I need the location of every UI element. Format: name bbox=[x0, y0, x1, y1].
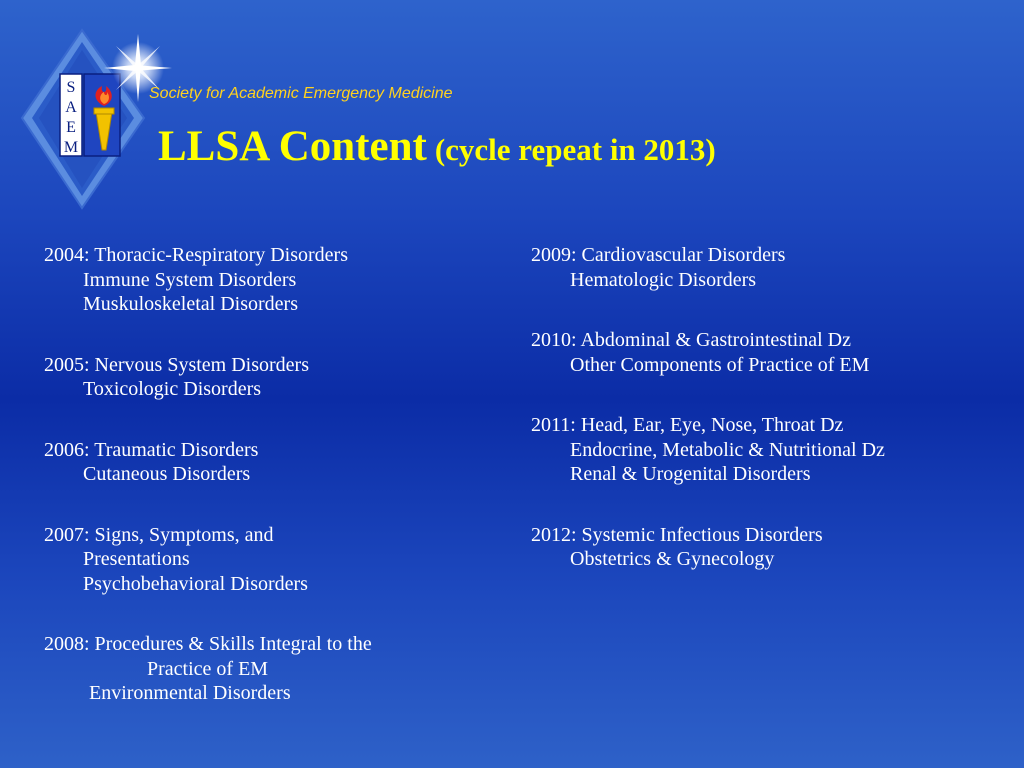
entry-year-line: 2009: Cardiovascular Disorders bbox=[531, 244, 786, 266]
entry-2004 bbox=[44, 243, 514, 317]
entry-2011 bbox=[531, 413, 1011, 487]
entry-year-line: 2007: Signs, Symptoms, and bbox=[44, 523, 274, 546]
entry-year-line: 2005: Nervous System Disorders bbox=[44, 353, 309, 376]
right-column bbox=[531, 243, 1011, 608]
title-sub: (cycle repeat in 2013) bbox=[434, 132, 716, 167]
entry-year-line: 2006: Traumatic Disorders bbox=[44, 438, 259, 461]
entry-item: Endocrine, Metabolic & Nutritional Dz bbox=[570, 438, 885, 461]
entry-item: Obstetrics & Gynecology bbox=[570, 548, 775, 570]
entry-2005 bbox=[44, 353, 514, 402]
entry-item: Psychobehavioral Disorders bbox=[83, 572, 308, 595]
entry-2006 bbox=[44, 438, 514, 487]
entry-2009 bbox=[531, 243, 1011, 292]
entry-item: Environmental Disorders bbox=[89, 682, 291, 704]
entry-item: Presentations bbox=[83, 548, 190, 570]
entry-item: Other Components of Practice of EM bbox=[570, 353, 870, 376]
entry-2012 bbox=[531, 523, 1011, 572]
logo-letter-s: S bbox=[66, 79, 76, 96]
entry-2007 bbox=[44, 523, 514, 597]
entry-2010 bbox=[531, 328, 1011, 377]
logo-letter-m: M bbox=[63, 139, 79, 156]
society-name: Society for Academic Emergency Medicine bbox=[149, 85, 453, 102]
entry-item: Renal & Urogenital Disorders bbox=[570, 463, 811, 485]
entry-year-line: 2004: Thoracic-Respiratory Disorders bbox=[44, 244, 348, 266]
logo-letter-a: A bbox=[65, 99, 77, 116]
entry-item: Immune System Disorders bbox=[83, 268, 297, 291]
entry-year-line: 2012: Systemic Infectious Disorders bbox=[531, 523, 823, 546]
slide-title bbox=[158, 122, 716, 171]
entry-item: Cutaneous Disorders bbox=[83, 463, 251, 485]
entry-year-line: 2011: Head, Ear, Eye, Nose, Throat Dz bbox=[531, 414, 844, 436]
logo-letter-e: E bbox=[66, 119, 76, 136]
entry-item: Practice of EM bbox=[147, 657, 269, 680]
left-column bbox=[44, 243, 514, 742]
entry-year-line: 2010: Abdominal & Gastrointestinal Dz bbox=[531, 329, 851, 351]
title-main: LLSA Content bbox=[158, 123, 427, 170]
entry-2008 bbox=[44, 632, 514, 706]
entry-item: Hematologic Disorders bbox=[570, 268, 757, 291]
entry-item: Toxicologic Disorders bbox=[83, 378, 262, 400]
saem-logo bbox=[20, 28, 180, 213]
entry-item: Muskuloskeletal Disorders bbox=[83, 293, 298, 315]
entry-year-line: 2008: Procedures & Skills Integral to the bbox=[44, 633, 372, 655]
